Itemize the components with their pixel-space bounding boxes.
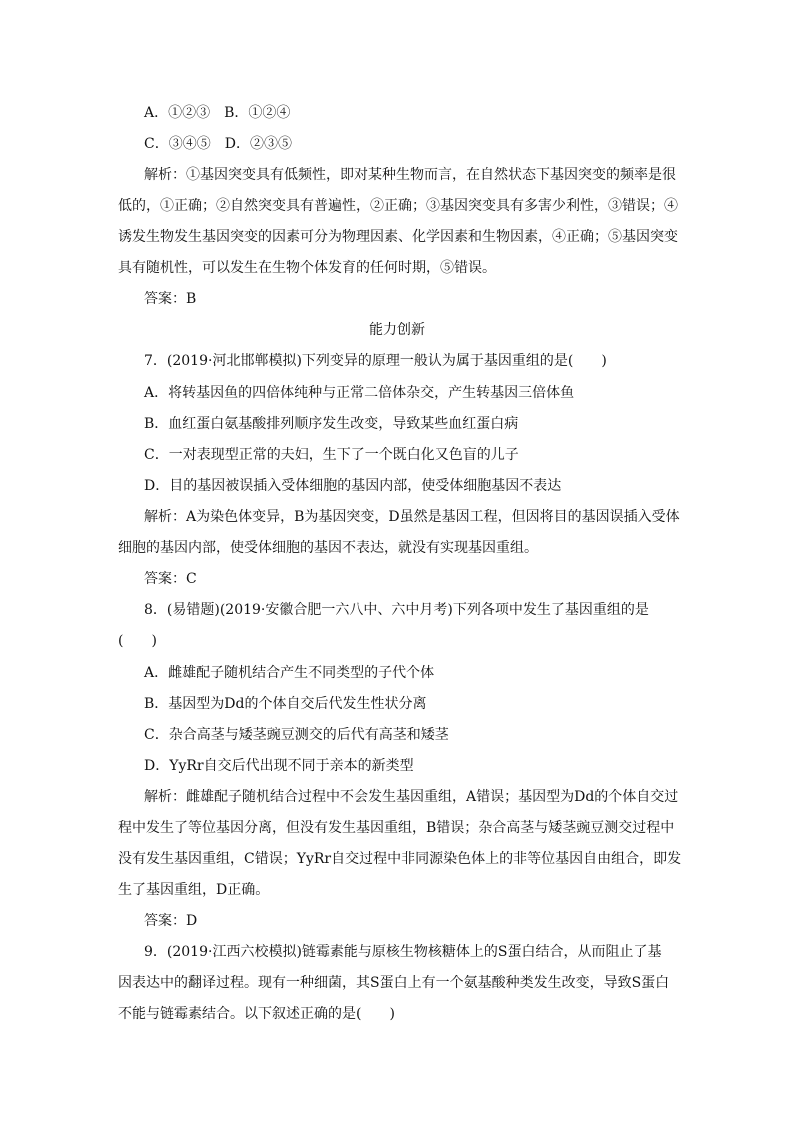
option-d: D．YyRr自交后代出现不同于亲本的新类型 <box>144 758 414 774</box>
question-stem-continued: 因表达中的翻译过程。现有一种细菌，其S蛋白上有一个氨基酸种类发生改变，导致S蛋白 <box>118 975 670 991</box>
answer-line: 答案：D <box>144 913 198 929</box>
question-stem-continued: 不能与链霉素结合。以下叙述正确的是( ) <box>118 1006 395 1022</box>
option-row <box>144 134 292 154</box>
option-d: D．目的基因被误插入受体细胞的基因内部，使受体细胞基因不表达 <box>144 478 562 494</box>
analysis-line: 具有随机性，可以发生在生物个体发育的任何时期，⑤错误。 <box>118 260 496 276</box>
section-title: 能力创新 <box>369 322 425 338</box>
option-a: A．①②③ <box>144 105 211 121</box>
analysis-line: 低的，①正确；②自然突变具有普遍性，②正确；③基因突变具有多害少利性，③错误；④ <box>118 198 678 214</box>
analysis-line: 没有发生基因重组，C错误；YyRr自交过程中非同源染色体上的非等位基因自由组合，即发 <box>118 851 682 867</box>
option-c: C．一对表现型正常的夫妇，生下了一个既白化又色盲的儿子 <box>144 447 519 463</box>
option-c: C．杂合高茎与矮茎豌豆测交的后代有高茎和矮茎 <box>144 727 449 743</box>
analysis-line: 解析：A为染色体变异，B为基因突变，D虽然是基因工程，但因将目的基因误插入受体 <box>144 509 680 525</box>
option-b: B．①②④ <box>224 105 291 121</box>
option-c: C．③④⑤ <box>144 136 211 152</box>
question-stem: 9．(2019·江西六校模拟)链霉素能与原核生物核糖体上的S蛋白结合，从而阻止了基 <box>144 944 662 960</box>
analysis-line: 程中发生了等位基因分离，但没有发生基因重组，B错误；杂合高茎与矮茎豌豆测交过程中 <box>118 820 675 836</box>
answer-line: 答案：B <box>144 291 197 307</box>
option-a: A．雌雄配子随机结合产生不同类型的子代个体 <box>144 665 435 681</box>
analysis-line: 解析：①基因突变具有低频性，即对某种生物而言，在自然状态下基因突变的频率是很 <box>144 167 676 183</box>
answer-line: 答案：C <box>144 571 197 587</box>
analysis-line: 生了基因重组，D正确。 <box>118 882 270 898</box>
question-stem: 7．(2019·河北邯郸模拟)下列变异的原理一般认为属于基因重组的是( ) <box>144 353 607 369</box>
question-stem-continued: ( ) <box>118 633 157 649</box>
option-d: D．②③⑤ <box>224 136 292 152</box>
option-a: A．将转基因鱼的四倍体纯种与正常二倍体杂交，产生转基因三倍体鱼 <box>144 385 575 401</box>
analysis-line: 细胞的基因内部，使受体细胞的基因不表达，就没有实现基因重组。 <box>118 540 538 556</box>
option-row <box>144 103 290 123</box>
analysis-line: 诱发生物发生基因突变的因素可分为物理因素、化学因素和生物因素，④正确；⑤基因突变 <box>118 229 678 245</box>
question-stem: 8．(易错题)(2019·安徽合肥一六八中、六中月考)下列各项中发生了基因重组的是 <box>144 602 649 618</box>
analysis-line: 解析：雌雄配子随机结合过程中不会发生基因重组，A错误；基因型为Dd的个体自交过 <box>144 789 679 805</box>
option-b: B．基因型为Dd的个体自交后代发生性状分离 <box>144 696 427 712</box>
option-b: B．血红蛋白氨基酸排列顺序发生改变，导致某些血红蛋白病 <box>144 416 519 432</box>
